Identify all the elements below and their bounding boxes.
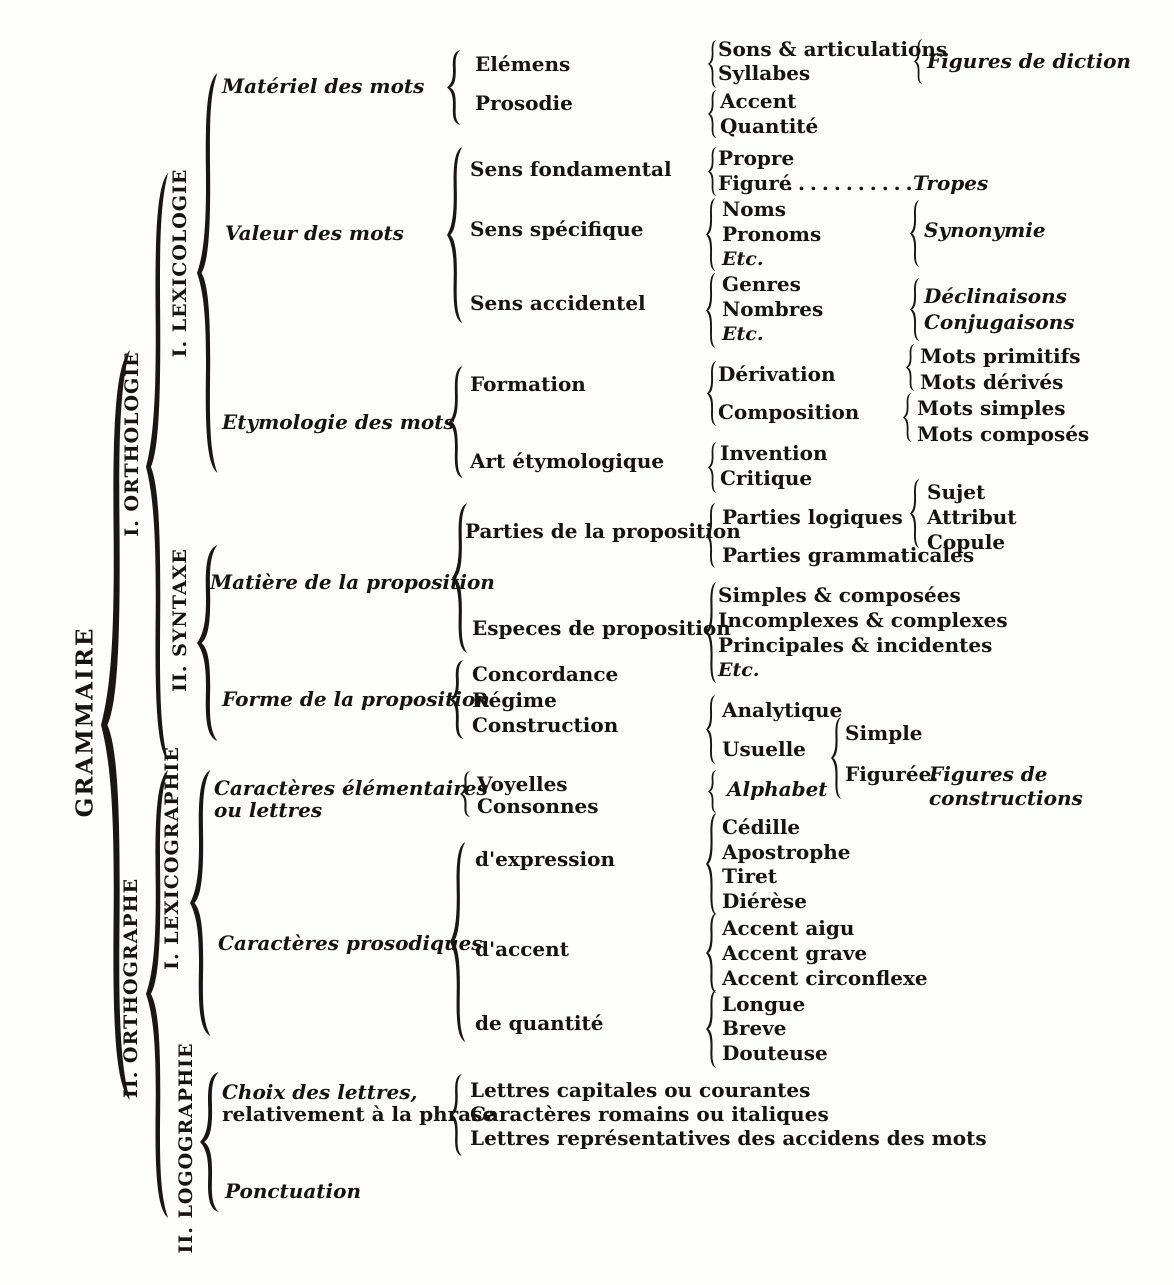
- item-mots-primitifs: Mots primitifs: [920, 344, 1081, 368]
- section-lexicographie: I. LEXICOGRAPHIE: [161, 746, 183, 970]
- node-elemens: Elémens: [475, 52, 571, 76]
- section-lexicologie: I. LEXICOLOGIE: [169, 168, 191, 358]
- result-alphabet: Alphabet: [727, 777, 828, 801]
- label-ou-lettres: ou lettres: [214, 798, 323, 822]
- label-caracteres-elementaires: Caractères élémentaires: [214, 776, 488, 800]
- result-figures-constructions-2: constructions: [929, 786, 1083, 810]
- item-caracteres-romains: Caractères romains ou italiques: [470, 1102, 829, 1126]
- label-valeur-des-mots: Valeur des mots: [225, 221, 404, 245]
- item-copule: Copule: [927, 530, 1006, 554]
- item-nombres: Nombres: [722, 297, 824, 321]
- item-tiret: Tiret: [722, 864, 777, 888]
- item-voyelles: Voyelles: [477, 772, 568, 796]
- brace-noms-pronoms: [706, 198, 715, 271]
- result-tropes: Tropes: [913, 171, 989, 195]
- node-sens-specifique: Sens spécifique: [470, 217, 644, 241]
- label-matiere-proposition: Matière de la proposition: [210, 570, 495, 594]
- item-incomplexes-complexes: Incomplexes & complexes: [718, 608, 1008, 632]
- node-parties-grammaticales: Parties grammaticales: [722, 543, 975, 567]
- brace-accents: [706, 913, 716, 993]
- item-genres: Genres: [722, 272, 801, 296]
- brace-mots-primitifs-derives: [906, 344, 915, 391]
- node-de-quantite: de quantité: [475, 1011, 604, 1035]
- item-quantite: Quantité: [720, 114, 819, 138]
- item-simples-composees: Simples & composées: [718, 583, 961, 607]
- label-choix-des-lettres: Choix des lettres,: [222, 1080, 418, 1104]
- brace-alphabet: [708, 770, 717, 813]
- result-figures-de-diction: Figures de diction: [927, 49, 1131, 73]
- brace-orthologie: [146, 173, 168, 761]
- brace-lexicologie: [197, 73, 217, 473]
- item-regime: Régime: [472, 688, 557, 712]
- item-figuree: Figurée.: [845, 762, 939, 786]
- item-accent-aigu: Accent aigu: [722, 916, 855, 940]
- section-syntaxe: II. SYNTAXE: [169, 548, 191, 692]
- item-mots-derives: Mots dérivés: [920, 370, 1064, 394]
- item-propre: Propre: [718, 146, 795, 170]
- brace-declinaisons-conjugaisons: [910, 278, 919, 341]
- item-sujet: Sujet: [927, 480, 986, 504]
- item-sons-articulations: Sons & articulations: [718, 37, 948, 61]
- item-longue: Longue: [722, 992, 806, 1016]
- node-dexpression: d'expression: [475, 847, 615, 871]
- item-mots-simples: Mots simples: [917, 396, 1066, 420]
- item-apostrophe: Apostrophe: [722, 840, 851, 864]
- node-parties-logiques: Parties logiques: [722, 505, 903, 529]
- brace-genres-nombres: [706, 273, 715, 348]
- node-parties-proposition: Parties de la proposition: [465, 519, 741, 543]
- node-formation: Formation: [470, 372, 586, 396]
- leader-dots: ...........: [786, 171, 918, 195]
- node-prosodie: Prosodie: [475, 91, 573, 115]
- item-simple: Simple: [845, 721, 923, 745]
- brace-valeur: [447, 147, 462, 323]
- brace-analytique-usuelle: [706, 695, 715, 764]
- node-analytique: Analytique: [722, 698, 843, 722]
- result-conjugaisons: Conjugaisons: [924, 310, 1075, 334]
- item-figure: Figuré: [718, 171, 792, 195]
- item-noms: Noms: [722, 197, 787, 221]
- section-orthologie: I. ORTHOLOGIE: [121, 351, 143, 537]
- result-figures-constructions-1: Figures de: [929, 762, 1048, 786]
- item-accent: Accent: [720, 89, 797, 113]
- brace-logographie: [200, 1072, 219, 1212]
- label-forme-proposition: Forme de la proposition: [222, 687, 490, 711]
- item-accent-circonflexe: Accent circonflexe: [722, 966, 928, 990]
- item-cedille: Cédille: [722, 815, 801, 839]
- node-sens-accidentel: Sens accidentel: [470, 291, 646, 315]
- section-logographie: II. LOGOGRAPHIE: [175, 1042, 197, 1254]
- brace-mots-simples-composes: [903, 393, 912, 442]
- item-construction: Construction: [472, 713, 619, 737]
- node-art-etymologique: Art étymologique: [470, 449, 665, 473]
- brace-propre-figure: [708, 147, 717, 196]
- item-etc-especes: Etc.: [718, 659, 760, 681]
- brace-sujet-attribut-copule: [910, 479, 919, 548]
- item-concordance: Concordance: [472, 662, 619, 686]
- item-syllabes: Syllabes: [718, 61, 811, 85]
- label-caracteres-prosodiques: Caractères prosodiques: [218, 931, 483, 955]
- item-douteuse: Douteuse: [722, 1041, 828, 1065]
- item-lettres-capitales: Lettres capitales ou courantes: [470, 1078, 811, 1102]
- item-accent-grave: Accent grave: [722, 941, 868, 965]
- item-principales-incidentes: Principales & incidentes: [718, 633, 993, 657]
- item-attribut: Attribut: [927, 505, 1017, 529]
- item-pronoms: Pronoms: [722, 222, 822, 246]
- item-mots-composes: Mots composés: [917, 422, 1090, 446]
- brace-lexicographie: [190, 770, 210, 1036]
- item-critique: Critique: [720, 466, 813, 490]
- item-lettres-representatives: Lettres représentatives des accidens des mots: [470, 1126, 987, 1150]
- result-synonymie: Synonymie: [924, 218, 1046, 242]
- brace-synonymie: [910, 200, 919, 267]
- node-sens-fondamental: Sens fondamental: [470, 157, 672, 181]
- brace-sons-syllabes: [708, 40, 717, 88]
- brace-simple-figuree: [831, 717, 841, 799]
- item-etc-specifique: Etc.: [722, 248, 764, 270]
- item-breve: Breve: [722, 1016, 787, 1040]
- item-consonnes: Consonnes: [477, 794, 599, 818]
- brace-invention-critique: [708, 442, 717, 493]
- label-ponctuation: Ponctuation: [225, 1179, 362, 1203]
- item-etc-accidentel: Etc.: [722, 323, 764, 345]
- brace-accent-quantite: [708, 90, 717, 138]
- label-materiel-des-mots: Matériel des mots: [222, 74, 425, 98]
- brace-longue-douteuse: [706, 990, 716, 1068]
- brace-derivation-composition: [707, 361, 716, 426]
- node-derivation: Dérivation: [718, 362, 836, 386]
- node-especes-proposition: Especes de proposition: [472, 616, 731, 640]
- node-daccent: d'accent: [475, 937, 569, 961]
- item-invention: Invention: [720, 441, 828, 465]
- label-etymologie-des-mots: Etymologie des mots: [222, 410, 455, 434]
- label-relativement-phrase: relativement à la phrase: [222, 1102, 496, 1126]
- section-grammaire: GRAMMAIRE: [71, 626, 99, 818]
- item-dierese: Diérèse: [722, 889, 807, 913]
- node-composition: Composition: [718, 400, 860, 424]
- section-orthographe: II. ORTHOGRAPHE: [120, 877, 142, 1099]
- brace-cedille-dierese: [706, 813, 716, 915]
- node-usuelle: Usuelle: [722, 737, 806, 761]
- result-declinaisons: Déclinaisons: [924, 284, 1067, 308]
- brace-materiel: [447, 50, 461, 125]
